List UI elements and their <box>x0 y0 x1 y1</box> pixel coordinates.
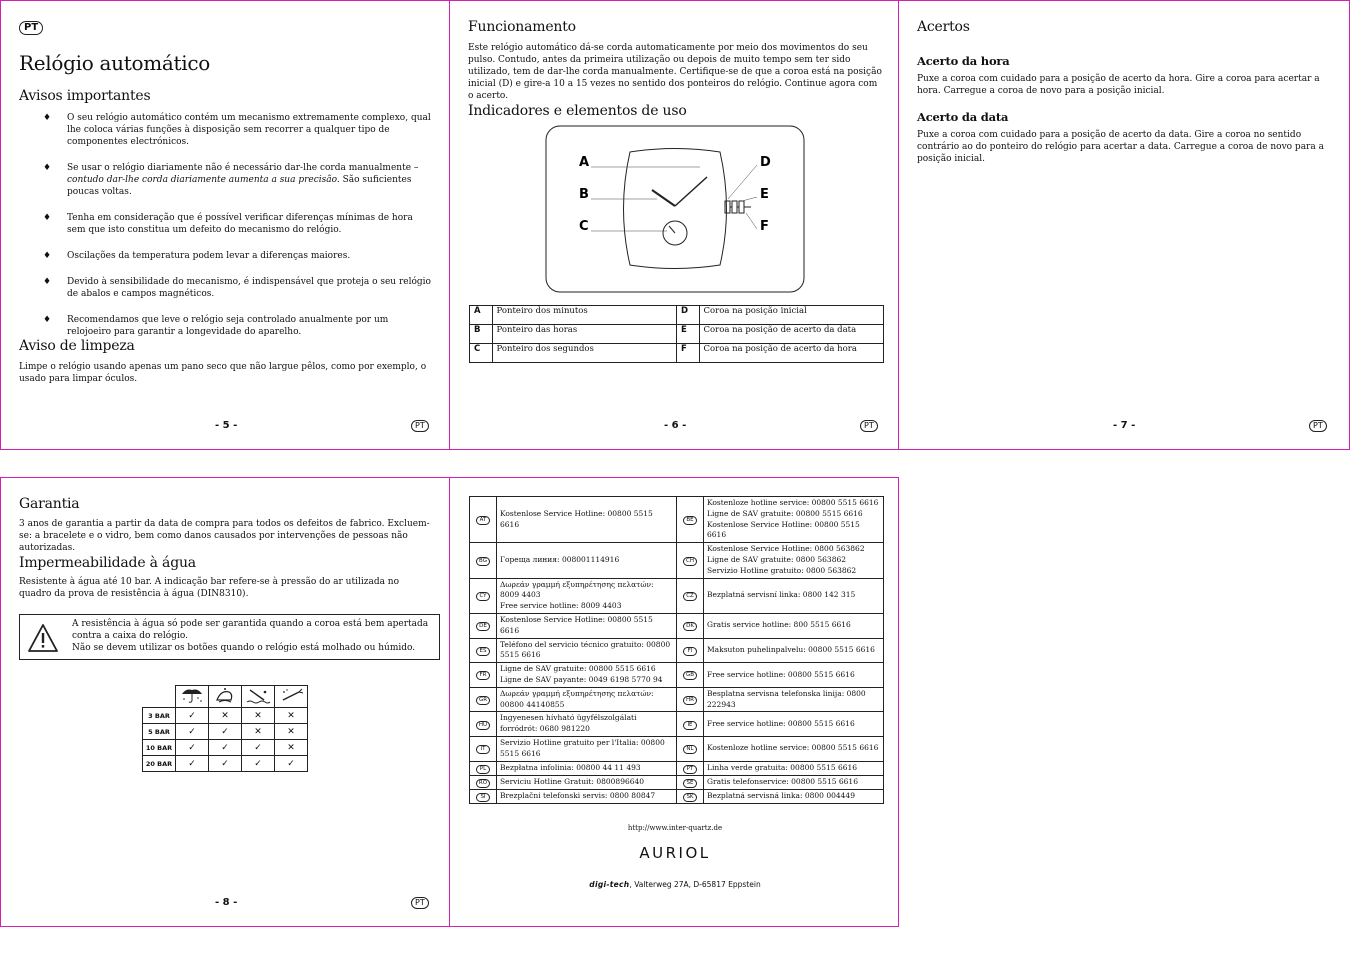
diagram-label-c: C <box>579 219 589 234</box>
country-badge: SK <box>683 793 697 802</box>
country-cell <box>677 736 704 761</box>
legend-key: C <box>470 344 493 363</box>
table-row <box>470 578 884 613</box>
check-icon: ✓ <box>242 740 275 756</box>
legend-value: Coroa na posição de acerto da data <box>699 325 883 344</box>
check-icon: ✓ <box>209 740 242 756</box>
section-heading-funcionamento: Funcionamento <box>468 19 576 35</box>
table-row <box>470 789 884 803</box>
funcionamento-text: Este relógio automático dá-se corda automaticamente por meio dos movimentos do seu pulso. Contudo, antes da primeira utilização ou depois de muito tempo sem ter sido utilizado, tem de dar-lhe corda manualmente. Certifique-se de que a coroa está na posição inicial (D) e gire-a 10 a 15 vezes no sentido dos ponteiros do relógio. Continue agora com o acerto. <box>468 43 882 101</box>
leader-line-e <box>742 197 757 201</box>
table-row <box>470 613 884 638</box>
country-badge: ES <box>476 647 490 656</box>
country-badge: BE <box>683 516 697 525</box>
language-badge: PT <box>411 897 429 909</box>
table-row <box>470 344 884 363</box>
hotline-text: Serviciu Hotline Gratuit: 0800896640 <box>497 775 677 789</box>
country-badge: IE <box>683 721 697 730</box>
section-heading-avisos: Avisos importantes <box>19 88 151 104</box>
country-badge: AT <box>476 516 490 525</box>
check-icon: ✓ <box>176 724 209 740</box>
country-cell <box>470 613 497 638</box>
check-icon: ✓ <box>209 724 242 740</box>
country-badge: HR <box>683 696 697 705</box>
table-row <box>470 687 884 712</box>
cross-icon: ✕ <box>242 724 275 740</box>
diving-icon <box>275 686 308 708</box>
hotline-text: Kostenloze hotline service: 00800 5515 6616 <box>704 736 884 761</box>
hotline-text: Гореща линия: 008001114916 <box>497 543 677 578</box>
hotline-text: Free service hotline: 00800 5515 6616 <box>704 712 884 737</box>
country-cell <box>470 736 497 761</box>
acerto-hora-text: Puxe a coroa com cuidado para a posição de acerto da hora. Gire a coroa para acertar a hora. Carregue a coroa de novo para a posição inicial. <box>917 74 1320 96</box>
company-name: digi-tech <box>589 880 630 889</box>
legend-key: D <box>676 306 699 325</box>
country-badge: DE <box>476 622 490 631</box>
country-badge: NL <box>683 745 697 754</box>
seconds-hand <box>669 226 675 233</box>
acerto-data-text: Puxe a coroa com cuidado para a posição de acerto da data. Gire a coroa no sentido contrário ao do ponteiro do relógio para acertar a data. Carregue a coroa de novo para a posição inicial. <box>917 130 1324 164</box>
garantia-text: 3 anos de garantia a partir da data de compra para todos os defeitos de fabrico. Excluem-se: a bracelete e o vidro, bem como danos causados por intervenções de pessoas não autorizadas. <box>19 519 430 553</box>
diagram-label-e: E <box>760 187 769 202</box>
warning-text: A resistência à água só pode ser garantida quando a coroa está bem apertada contra a caixa do relógio. Não se devem utilizar os botões quando o relógio está molhado ou húmido. <box>72 619 429 653</box>
country-badge: HU <box>476 721 490 730</box>
country-badge: CH <box>683 557 697 566</box>
country-badge: SI <box>476 793 490 802</box>
country-cell <box>677 687 704 712</box>
table-row <box>143 740 308 756</box>
country-badge: DK <box>683 622 697 631</box>
section-heading-limpeza: Aviso de limpeza <box>19 338 135 354</box>
bar-label: 20 BAR <box>143 756 176 772</box>
country-badge: GR <box>476 696 490 705</box>
legend-value: Ponteiro das horas <box>492 325 676 344</box>
country-cell <box>677 578 704 613</box>
country-badge: PT <box>683 765 697 774</box>
language-badge: PT <box>860 420 878 432</box>
legend-key: F <box>676 344 699 363</box>
section-heading-impermeabilidade: Impermeabilidade à água <box>19 555 196 571</box>
table-row <box>470 736 884 761</box>
table-row <box>143 686 308 708</box>
warning-box <box>19 614 440 660</box>
rain-splash-icon <box>176 686 209 708</box>
check-icon: ✓ <box>176 756 209 772</box>
legend-key: B <box>470 325 493 344</box>
country-cell <box>470 497 497 543</box>
water-resistance-table <box>142 685 308 772</box>
table-row <box>470 712 884 737</box>
table-row <box>143 708 308 724</box>
hotline-text: Ligne de SAV gratuite: 00800 5515 6616 Ligne de SAV payante: 0049 6198 5770 94 <box>497 663 677 688</box>
country-badge: SE <box>683 779 697 788</box>
limpeza-text: Limpe o relógio usando apenas um pano seco que não largue pêlos, como por exemplo, o usado para limpar óculos. <box>19 362 427 384</box>
legend-key: E <box>676 325 699 344</box>
watch-diagram <box>545 125 805 295</box>
website-url: http://www.inter-quartz.de <box>627 824 723 832</box>
check-icon: ✓ <box>176 740 209 756</box>
check-icon: ✓ <box>242 756 275 772</box>
table-row <box>143 724 308 740</box>
company-address <box>450 880 899 889</box>
table-row <box>470 497 884 543</box>
list-item: ♦ Se usar o relógio diariamente não é necessário dar-lhe corda manualmente – contudo dar-lhe corda diariamente aumenta a sua precisão. São suficientes poucas voltas. <box>19 162 434 198</box>
country-cell <box>677 789 704 803</box>
leader-line-f <box>746 213 757 229</box>
table-row <box>470 638 884 663</box>
subheading-acerto-hora: Acerto da hora <box>917 54 1010 68</box>
country-cell <box>677 638 704 663</box>
country-cell <box>470 712 497 737</box>
list-item: ♦ Recomendamos que leve o relógio seja controlado anualmente por um relojoeiro para garantir a longevidade do aparelho. <box>19 314 434 338</box>
country-cell <box>677 543 704 578</box>
warning-triangle-icon <box>27 623 59 653</box>
cross-icon: ✕ <box>242 708 275 724</box>
table-row <box>470 761 884 775</box>
legend-value: Ponteiro dos minutos <box>492 306 676 325</box>
hotline-text: Besplatna servisna telefonska linija: 0800 222943 <box>704 687 884 712</box>
hotline-text: Brezplačni telefonski servis: 0800 80847 <box>497 789 677 803</box>
table-row <box>470 775 884 789</box>
country-cell <box>677 712 704 737</box>
table-row <box>470 325 884 344</box>
hotline-text: Maksuton puhelinpalvelu: 00800 5515 6616 <box>704 638 884 663</box>
country-badge: RO <box>476 779 490 788</box>
table-row <box>143 756 308 772</box>
country-cell <box>470 543 497 578</box>
country-badge: IT <box>476 745 490 754</box>
country-cell <box>470 775 497 789</box>
page-title: Relógio automático <box>19 51 210 75</box>
language-badge: PT <box>19 21 43 35</box>
language-badge: PT <box>411 420 429 432</box>
diagram-label-a: A <box>579 155 590 170</box>
page-number: - 5 - <box>215 420 238 431</box>
impermeabilidade-text: Resistente à água até 10 bar. A indicação bar refere-se à pressão do ar utilizada no quadro da prova de resistência à água (DIN8310). <box>19 577 400 599</box>
country-cell <box>470 663 497 688</box>
section-heading-acertos: Acertos <box>917 19 970 35</box>
country-cell <box>470 638 497 663</box>
crown-part <box>732 201 737 213</box>
hotline-text: Gratis telefonservice: 00800 5515 6616 <box>704 775 884 789</box>
hotline-text: Bezpłatna infolinia: 00800 44 11 493 <box>497 761 677 775</box>
diagram-label-f: F <box>760 219 769 234</box>
list-item: ♦ Oscilações da temperatura podem levar a diferenças maiores. <box>19 250 434 262</box>
list-item: ♦ Tenha em consideração que é possível verificar diferenças mínimas de hora sem que isto constitua um defeito do mecanismo do relógio. <box>19 212 434 236</box>
country-badge: CY <box>476 592 490 601</box>
section-heading-garantia: Garantia <box>19 496 80 512</box>
cross-icon: ✕ <box>275 708 308 724</box>
diagram-label-b: B <box>579 187 589 202</box>
country-cell <box>470 578 497 613</box>
country-cell <box>470 687 497 712</box>
subheading-acerto-data: Acerto da data <box>917 110 1009 124</box>
brand-logo: AURIOL <box>639 844 711 862</box>
hotline-text: Linha verde gratuita: 00800 5515 6616 <box>704 761 884 775</box>
hotline-text: Kostenloze hotline service: 00800 5515 6616 Ligne de SAV gratuite: 00800 5515 6616 Kostenlose Service Hotline: 00800 5515 6616 <box>704 497 884 543</box>
page-number: - 6 - <box>664 420 687 431</box>
hotline-text: Δωρεάν γραμμή εξυπηρέτησης πελατών: 8009 4403 Free service hotline: 8009 4403 <box>497 578 677 613</box>
hotline-text: Teléfono del servicio técnico gratuito: 00800 5515 6616 <box>497 638 677 663</box>
address-text: , Valterweg 27A, D-65817 Eppstein <box>629 880 761 889</box>
hand-washing-icon <box>209 686 242 708</box>
watch-case-outline <box>624 149 727 269</box>
legend-table <box>469 305 884 363</box>
country-cell <box>470 761 497 775</box>
page-8 <box>0 477 450 927</box>
country-badge: CZ <box>683 592 697 601</box>
country-cell <box>677 613 704 638</box>
cross-icon: ✕ <box>275 724 308 740</box>
country-badge: BG <box>476 557 490 566</box>
hotline-text: Servizio Hotline gratuito per l'Italia: 00800 5515 6616 <box>497 736 677 761</box>
diagram-frame <box>546 126 804 292</box>
country-cell <box>677 497 704 543</box>
swimming-icon <box>242 686 275 708</box>
check-icon: ✓ <box>176 708 209 724</box>
table-row <box>470 543 884 578</box>
hotline-text: Kostenlose Service Hotline: 0800 563862 Ligne de SAV gratuite: 0800 563862 Servizio Hotline gratuito: 0800 563862 <box>704 543 884 578</box>
leader-line-d <box>728 165 757 199</box>
hotline-text: Bezplatná servisná linka: 0800 004449 <box>704 789 884 803</box>
page-5 <box>0 0 450 450</box>
hotline-text: Bezplatná servisní linka: 0800 142 315 <box>704 578 884 613</box>
country-badge: PL <box>476 765 490 774</box>
bar-label: 3 BAR <box>143 708 176 724</box>
bar-label: 5 BAR <box>143 724 176 740</box>
language-badge: PT <box>1309 420 1327 432</box>
hotline-text: Kostenlose Service Hotline: 00800 5515 6616 <box>497 613 677 638</box>
hotline-text: Gratis service hotline: 800 5515 6616 <box>704 613 884 638</box>
cross-icon: ✕ <box>275 740 308 756</box>
bar-label: 10 BAR <box>143 740 176 756</box>
hotline-text: Free service hotline: 00800 5515 6616 <box>704 663 884 688</box>
list-item: ♦ Devido à sensibilidade do mecanismo, é indispensável que proteja o seu relógio de abalos e campos magnéticos. <box>19 276 434 300</box>
legend-value: Coroa na posição inicial <box>699 306 883 325</box>
hotline-text: Δωρεάν γραμμή εξυπηρέτησης πελατών: 00800 44140855 <box>497 687 677 712</box>
country-cell <box>677 775 704 789</box>
diagram-label-d: D <box>760 155 771 170</box>
table-row <box>470 306 884 325</box>
country-badge: FI <box>683 647 697 656</box>
country-badge: GB <box>683 671 697 680</box>
legend-value: Coroa na posição de acerto da hora <box>699 344 883 363</box>
hotline-table <box>469 496 884 804</box>
crown-part <box>725 201 730 213</box>
check-icon: ✓ <box>209 756 242 772</box>
country-cell <box>677 663 704 688</box>
page-number: - 8 - <box>215 897 238 908</box>
page-6 <box>449 0 899 450</box>
crown-part <box>739 201 744 213</box>
table-row <box>470 663 884 688</box>
country-badge: FR <box>476 671 490 680</box>
check-icon: ✓ <box>275 756 308 772</box>
country-cell <box>470 789 497 803</box>
hotline-text: Ingyenesen hívható ügyfélszolgálati forródrót: 0680 981220 <box>497 712 677 737</box>
list-item: ♦ O seu relógio automático contém um mecanismo extremamente complexo, qual lhe coloca várias funções à disposição sem recorrer a qualquer tipo de componentes electrónicos. <box>19 112 434 148</box>
legend-value: Ponteiro dos segundos <box>492 344 676 363</box>
page-7 <box>898 0 1350 450</box>
hour-hand <box>652 190 675 206</box>
page-number: - 7 - <box>1113 420 1136 431</box>
page-hotlines <box>449 477 899 927</box>
hotline-text: Kostenlose Service Hotline: 00800 5515 6616 <box>497 497 677 543</box>
section-heading-indicadores: Indicadores e elementos de uso <box>468 103 687 119</box>
cross-icon: ✕ <box>209 708 242 724</box>
warnings-list <box>19 112 434 352</box>
country-cell <box>677 761 704 775</box>
minute-hand <box>675 177 707 206</box>
legend-key: A <box>470 306 493 325</box>
